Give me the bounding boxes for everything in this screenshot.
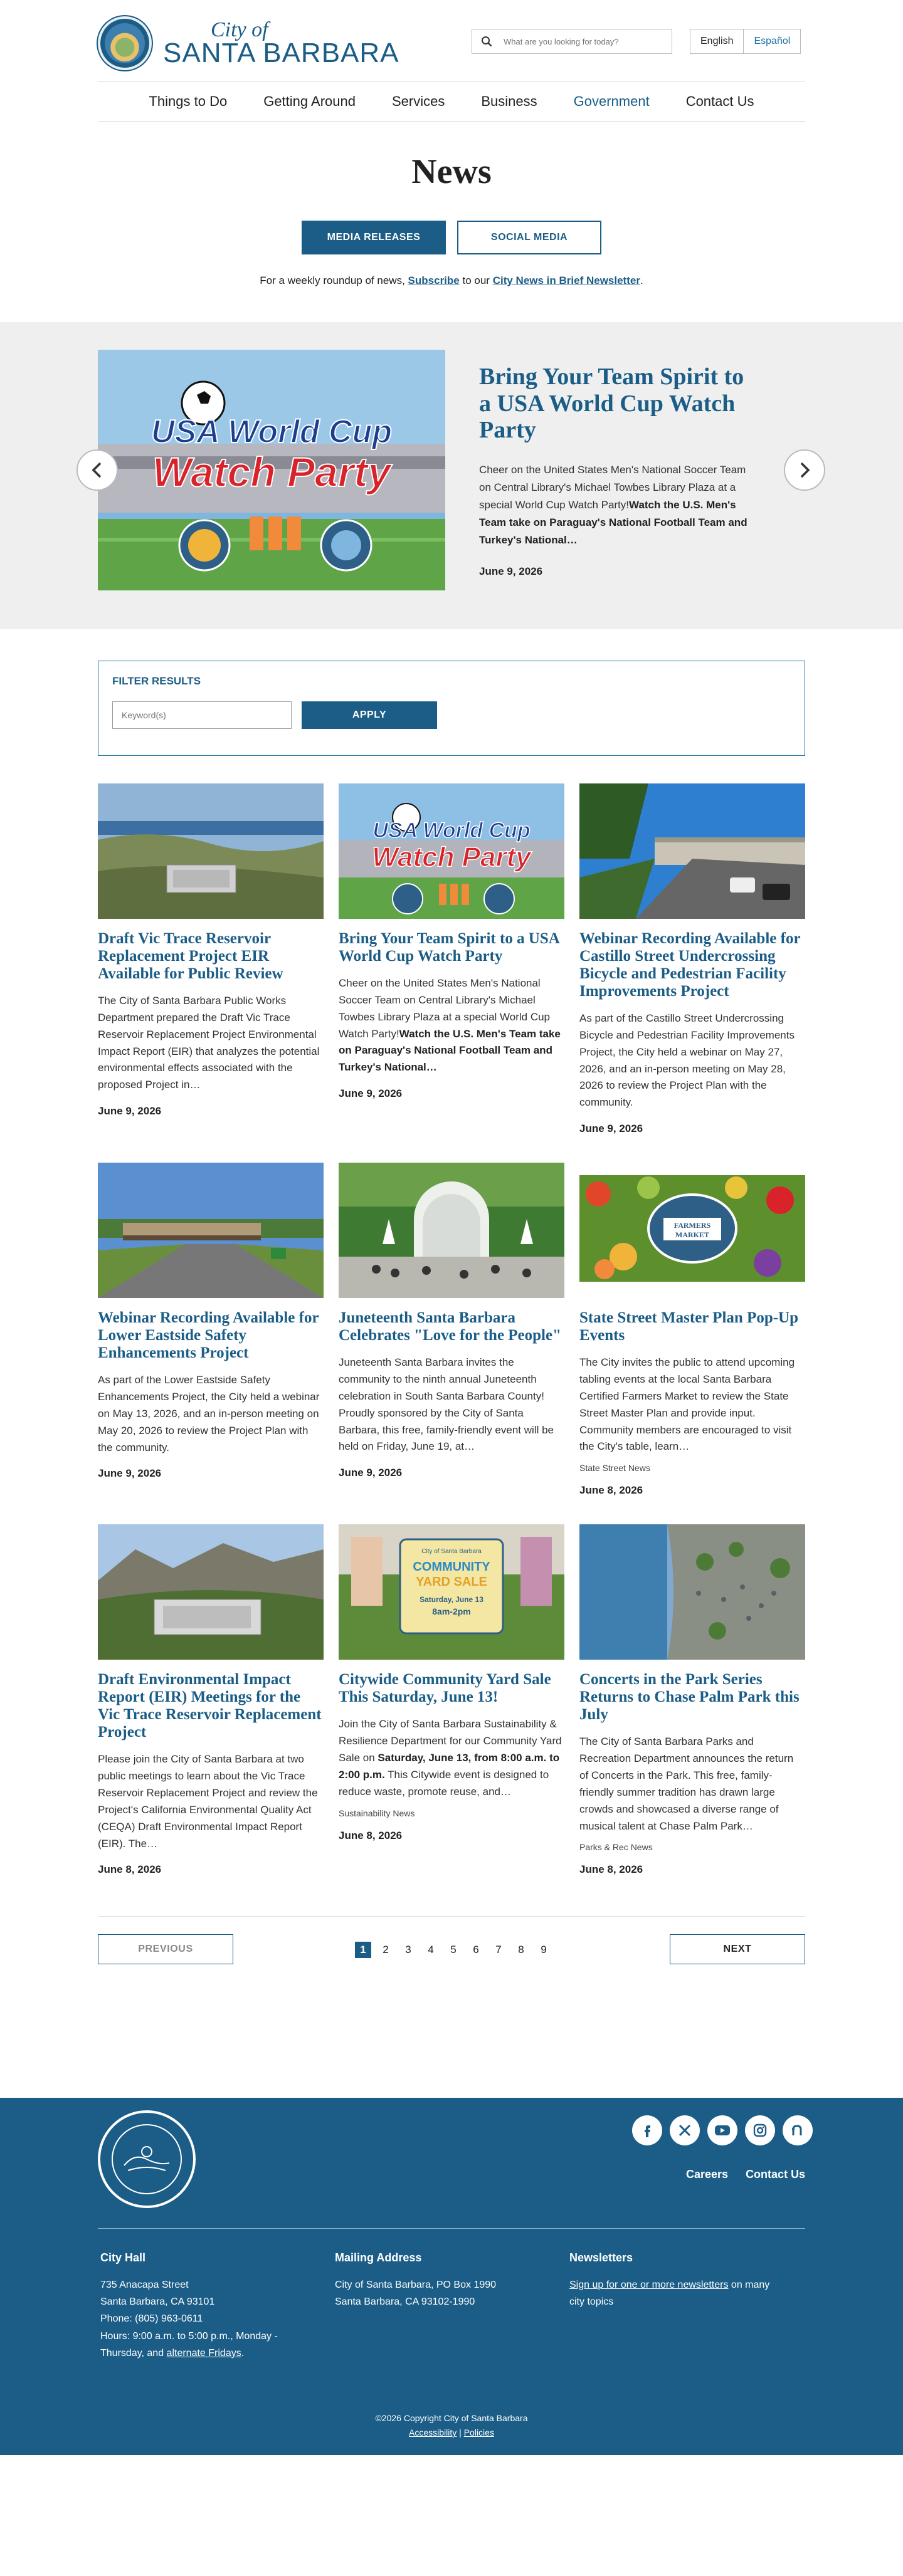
hero-title[interactable]: Bring Your Team Spirit to a USA World Cup Watch Party: [479, 364, 744, 444]
card-date: June 9, 2026: [98, 1467, 162, 1480]
hero-desc-text: Cheer on the United States Men's National Soccer Team on Central Library's Michael Towbes Library Plaza at a special World Cup Watch Party!: [479, 463, 746, 511]
city-hall-city: Santa Barbara, CA 93101: [100, 2296, 215, 2308]
card-description: The City of Santa Barbara Parks and Recreation Department announces the return of Concerts in the Park. This free, family-friendly summer tradition has drawn large crowds and showcased a diverse range of musical talent at Chase Palm Park…: [579, 1736, 794, 1832]
card-date: June 8, 2026: [579, 1484, 643, 1497]
card-description: As part of the Lower Eastside Safety Enhancements Project, the City held a webinar on May 13, 2026, and an in-person meeting on May 20, 2026 to review the Project Plan with the community.: [98, 1374, 320, 1453]
news-card: [339, 1163, 564, 1497]
page-link[interactable]: 8: [518, 1944, 524, 1956]
card-date: June 9, 2026: [339, 1087, 403, 1100]
card-title[interactable]: Citywide Community Yard Sale This Saturday, June 13!: [339, 1671, 551, 1706]
card-desc-bold: Watch the U.S. Men's Team take on Paraguay's National Football Team and Turkey's National…: [339, 1027, 561, 1074]
card-image-line2: Watch Party: [372, 842, 531, 872]
page-link[interactable]: 9: [541, 1944, 547, 1956]
card-image-line5: 8am-2pm: [432, 1606, 471, 1617]
card-description: Please join the City of Santa Barbara at two public meetings to learn about the Vic Trace Reservoir Replacement Project and review the Project's California Environmental Quality Act (CEQA) Draft Environmental Impact Report (EIR). The…: [98, 1753, 318, 1850]
hero-description: [479, 461, 752, 549]
nav-contact-us[interactable]: Contact Us: [685, 93, 754, 109]
card-image-line1: FARMERS: [673, 1221, 711, 1230]
search-icon[interactable]: [481, 36, 492, 47]
card-image[interactable]: [339, 783, 564, 919]
nav-government[interactable]: Government: [573, 93, 650, 109]
nav-getting-around[interactable]: Getting Around: [263, 93, 356, 109]
nextdoor-icon[interactable]: [783, 2115, 813, 2145]
card-date: June 8, 2026: [579, 1863, 643, 1876]
footer-separator: |: [459, 2427, 462, 2437]
copyright: [0, 2411, 903, 2439]
city-hall-address: 735 Anacapa Street: [100, 2280, 189, 2291]
card-desc-text: Join the City of Santa Barbara Sustainability & Resilience Department for our Community Yard Sale on: [339, 1718, 562, 1764]
accessibility-link[interactable]: Accessibility: [409, 2427, 457, 2437]
card-image-line2: COMMUNITY: [413, 1560, 490, 1574]
card-image[interactable]: [339, 1524, 564, 1660]
hours-text: Hours: 9:00 a.m. to 5:00 p.m., Monday - Thursday, and: [100, 2330, 278, 2359]
apply-button[interactable]: APPLY: [302, 701, 437, 729]
main-nav: [98, 81, 805, 122]
card-image[interactable]: [98, 1163, 324, 1298]
pagination: [98, 1916, 805, 2016]
card-image-line2: MARKET: [675, 1230, 709, 1240]
careers-link[interactable]: Careers: [686, 2168, 729, 2181]
news-grid: [98, 783, 805, 1903]
card-image-line1: City of Santa Barbara: [421, 1548, 482, 1556]
instagram-icon[interactable]: [745, 2115, 775, 2145]
footer-divider: [98, 2228, 805, 2229]
social-links: [632, 2115, 813, 2145]
news-card: [579, 1163, 805, 1497]
card-image[interactable]: [98, 1524, 324, 1660]
card-title[interactable]: Concerts in the Park Series Returns to Chase Palm Park this July: [579, 1671, 800, 1724]
youtube-icon[interactable]: [707, 2115, 737, 2145]
hero-image-line2: Watch Party: [152, 449, 391, 495]
chevron-left-icon: [90, 461, 104, 479]
featured-carousel: [0, 322, 903, 629]
tab-social-media[interactable]: SOCIAL MEDIA: [457, 221, 601, 254]
newsletter-signup-link[interactable]: Sign up for one or more newsletters: [569, 2280, 729, 2291]
card-description: [339, 1716, 564, 1800]
keyword-input[interactable]: [112, 701, 292, 729]
news-card: [98, 1163, 324, 1497]
hero-date: June 9, 2026: [479, 565, 543, 577]
next-button[interactable]: NEXT: [670, 1934, 805, 1964]
card-title[interactable]: Juneteenth Santa Barbara Celebrates "Love for the People": [339, 1309, 561, 1344]
city-hall-info: [100, 2248, 301, 2362]
card-title[interactable]: State Street Master Plan Pop-Up Events: [579, 1309, 799, 1344]
x-icon[interactable]: [670, 2115, 700, 2145]
page-title: News: [411, 152, 492, 191]
city-hall-hours: [100, 2328, 301, 2362]
card-title[interactable]: Draft Environmental Impact Report (EIR) Meetings for the Vic Trace Reservoir Replacement Project: [98, 1671, 322, 1741]
site-logo[interactable]: [98, 16, 399, 70]
page-link[interactable]: 2: [383, 1944, 389, 1956]
lang-spanish-button[interactable]: Español: [754, 36, 791, 46]
card-title[interactable]: Webinar Recording Available for Lower Eastside Safety Enhancements Project: [98, 1309, 319, 1362]
city-hall-phone: Phone: (805) 963-0611: [100, 2313, 203, 2325]
card-date: June 8, 2026: [339, 1829, 403, 1841]
card-desc-after: This Citywide event is designed to reduce waste, promote reuse, and…: [339, 1768, 549, 1798]
news-tabs: [98, 221, 805, 254]
policies-link[interactable]: Policies: [463, 2427, 494, 2437]
city-seal-icon: [98, 16, 152, 70]
page-link[interactable]: 7: [495, 1944, 502, 1956]
language-switcher: [690, 29, 801, 54]
card-image[interactable]: [98, 783, 324, 919]
card-description: [339, 975, 564, 1076]
page-link[interactable]: 1: [355, 1942, 371, 1958]
facebook-icon[interactable]: [632, 2115, 662, 2145]
search-box[interactable]: [472, 29, 672, 54]
filter-panel: [98, 661, 805, 756]
hero-image-line1: USA World Cup: [150, 414, 393, 450]
news-card: [579, 783, 805, 1135]
news-card: [339, 1524, 564, 1876]
page-link[interactable]: 4: [428, 1944, 434, 1956]
page-link[interactable]: 3: [405, 1944, 411, 1956]
roundup-text: For a weekly roundup of news,: [260, 275, 405, 286]
previous-button[interactable]: PREVIOUS: [98, 1934, 233, 1964]
search-input[interactable]: [504, 37, 654, 46]
card-image-line3: YARD SALE: [416, 1575, 487, 1589]
card-date: June 9, 2026: [339, 1467, 403, 1479]
copyright-text: ©2026 Copyright City of Santa Barbara: [375, 2413, 528, 2424]
card-tag[interactable]: Parks & Rec News: [579, 1842, 653, 1853]
card-tag[interactable]: State Street News: [579, 1463, 650, 1474]
nav-things-to-do[interactable]: Things to Do: [149, 93, 228, 109]
newsletter-roundup: [98, 275, 805, 287]
mailing-heading: Mailing Address: [335, 2251, 422, 2264]
lang-english-button[interactable]: English: [690, 29, 744, 53]
logo-name-text: SANTA BARBARA: [163, 38, 399, 68]
subscribe-link[interactable]: Subscribe: [408, 275, 460, 286]
news-card: [98, 783, 324, 1135]
hero-image[interactable]: [98, 350, 445, 590]
newsletter-link[interactable]: City News in Brief Newsletter: [492, 275, 640, 286]
carousel-next-button[interactable]: [784, 449, 825, 491]
hero-text: [479, 364, 752, 578]
mailing-line2: Santa Barbara, CA 93102-1990: [335, 2296, 475, 2308]
carousel-prev-button[interactable]: [77, 449, 118, 491]
mailing-line1: City of Santa Barbara, PO Box 1990: [335, 2280, 497, 2291]
newsletter-text: on many city topics: [569, 2280, 770, 2308]
nav-services[interactable]: Services: [391, 93, 445, 109]
page-link[interactable]: 6: [473, 1944, 479, 1956]
card-desc-bold: Saturday, June 13, from 8:00 a.m. to 2:00 p.m.: [339, 1752, 560, 1781]
card-description: Juneteenth Santa Barbara invites the community to the ninth annual Juneteenth celebration in South Santa Barbara County! Proudly sponsored by the City of Santa Barbara, this free, family-friendly event will be held on Friday, June 19, at…: [339, 1356, 554, 1453]
footer-links: [686, 2168, 805, 2181]
nav-business[interactable]: Business: [481, 93, 537, 109]
card-image[interactable]: [579, 1524, 805, 1660]
site-footer: [0, 2098, 903, 2455]
footer-contact-link[interactable]: Contact Us: [746, 2168, 806, 2181]
card-desc-text: Cheer on the United States Men's National Soccer Team on Central Library's Michael Towbes Library Plaza at a special World Cup Watch Party!: [339, 977, 551, 1040]
card-description: The City invites the public to attend upcoming tabling events at the local Santa Barbara Certified Farmers Market to review the State Street Master Plan and provide input. Community members are encouraged to visit the City's table, learn…: [579, 1356, 795, 1453]
news-card: [339, 783, 564, 1135]
hero-desc-bold: Watch the U.S. Men's Team take on Paraguay's National Football Team and Turkey's National…: [479, 498, 747, 546]
card-title[interactable]: Draft Vic Trace Reservoir Replacement Project EIR Available for Public Review: [98, 930, 283, 982]
news-card: [98, 1524, 324, 1876]
city-hall-heading: City Hall: [100, 2251, 146, 2264]
page-numbers: [355, 1942, 552, 1958]
alternate-fridays-link[interactable]: alternate Fridays: [166, 2347, 241, 2359]
hours-end: .: [241, 2347, 245, 2359]
newsletters-info: [569, 2248, 770, 2310]
mailing-address: [335, 2248, 536, 2310]
card-image-line1: USA World Cup: [372, 819, 531, 842]
tab-media-releases[interactable]: MEDIA RELEASES: [302, 221, 446, 254]
card-title[interactable]: Bring Your Team Spirit to a USA World Cup Watch Party: [339, 930, 559, 965]
filter-heading: FILTER RESULTS: [112, 675, 201, 687]
card-image[interactable]: [579, 1163, 805, 1298]
logo-city-text: City of: [211, 18, 268, 41]
card-description: As part of the Castillo Street Undercrossing Bicycle and Pedestrian Facility Improvements Project, the City held a webinar on May 27, 2026, and an in-person meeting on May 28, 2026 to review the Project Plan with the community.: [579, 1012, 795, 1109]
chevron-right-icon: [798, 461, 811, 479]
card-image-line4: Saturday, June 13: [420, 1595, 483, 1605]
roundup-end: .: [640, 275, 643, 286]
card-date: June 9, 2026: [98, 1105, 162, 1118]
newsletters-heading: Newsletters: [569, 2251, 633, 2264]
roundup-mid-text: to our: [462, 275, 490, 286]
card-image[interactable]: [339, 1163, 564, 1298]
card-description: The City of Santa Barbara Public Works Department prepared the Draft Vic Trace Reservoir Replacement Project Environmental Impact Report (EIR) that analyzes the potential environmental effects associated with the proposed Project in…: [98, 995, 320, 1091]
site-header: [98, 0, 805, 81]
card-date: June 8, 2026: [98, 1863, 162, 1876]
card-tag[interactable]: Sustainability News: [339, 1808, 415, 1818]
card-date: June 9, 2026: [579, 1123, 643, 1135]
card-image[interactable]: [579, 783, 805, 919]
footer-city-seal-icon: [98, 2110, 196, 2208]
news-card: [579, 1524, 805, 1876]
page-link[interactable]: 5: [450, 1944, 457, 1956]
card-title[interactable]: Webinar Recording Available for Castillo Street Undercrossing Bicycle and Pedestrian Facility Improvements Project: [579, 930, 801, 1000]
